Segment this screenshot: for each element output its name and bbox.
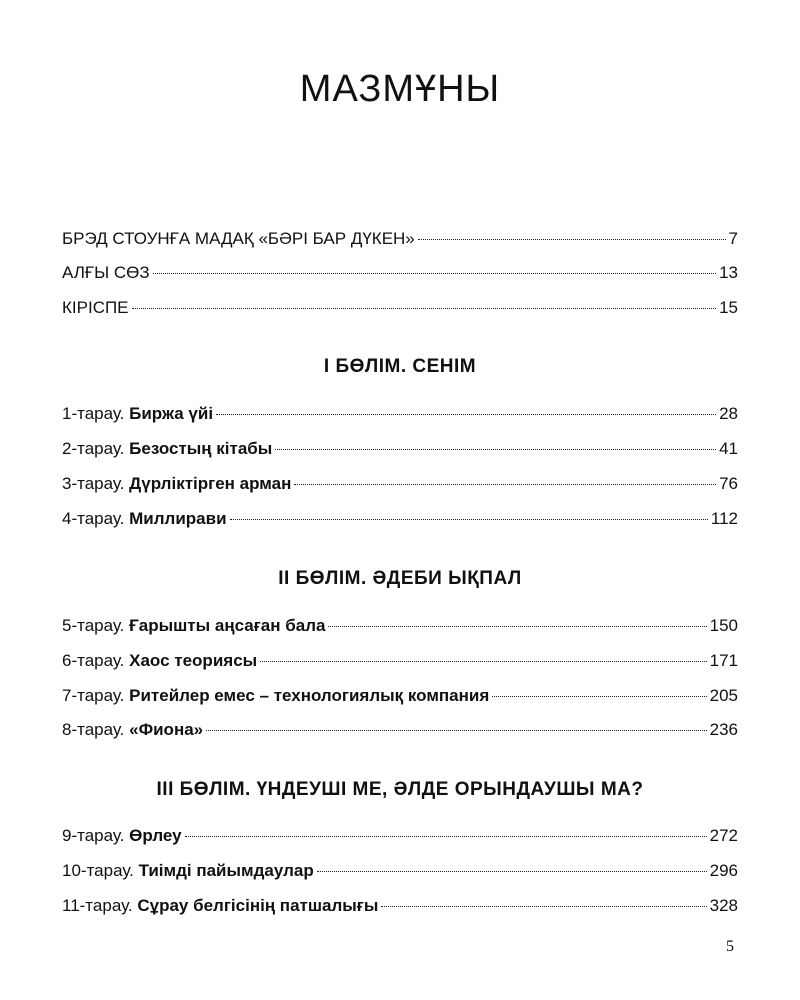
toc-entry-title: Тиімді пайымдаулар xyxy=(138,861,314,880)
toc-entry-page: 236 xyxy=(709,720,738,739)
toc-entry-page: 150 xyxy=(709,616,738,635)
toc-entry-chapter xyxy=(62,401,738,427)
dot-leader xyxy=(275,448,716,450)
chapter-number: 4-тарау. xyxy=(62,509,125,528)
toc-entry-chapter xyxy=(62,858,738,884)
page-title: МАЗМҰНЫ xyxy=(299,68,501,110)
dot-leader xyxy=(381,905,706,907)
chapter-number: 1-тарау. xyxy=(62,404,125,423)
toc-entry-chapter xyxy=(62,613,738,639)
toc-entry-title: Хаос теориясы xyxy=(129,651,258,670)
chapter-number: 6-тарау. xyxy=(62,651,125,670)
chapter-number: 8-тарау. xyxy=(62,720,125,739)
toc-entry-page: 41 xyxy=(719,439,738,458)
chapter-number: 7-тарау. xyxy=(62,686,125,705)
toc-entry-title: Ритейлер емес – технологиялық компания xyxy=(129,686,490,705)
toc-entry-chapter xyxy=(62,717,738,743)
toc-entry-title: Миллирави xyxy=(129,509,227,528)
toc-entry-chapter xyxy=(62,823,738,849)
toc-entry-chapter xyxy=(62,648,738,674)
toc-entry-page: 171 xyxy=(709,651,738,670)
toc-entry-title: БРЭД СТОУНҒА МАДАҚ «БӘРІ БАР ДҮКЕН» xyxy=(62,229,415,248)
toc-entry-title: АЛҒЫ СӨЗ xyxy=(62,263,150,282)
toc-entry-front-3 xyxy=(62,295,738,321)
toc-entry-page: 15 xyxy=(719,298,738,317)
toc-entry-title: «Фиона» xyxy=(129,720,204,739)
toc-entry-front-2 xyxy=(62,260,738,286)
toc-entry-chapter xyxy=(62,436,738,462)
part-heading: III БӨЛІМ. ҮНДЕУШІ МЕ, ӘЛДЕ ОРЫНДАУШЫ МА? xyxy=(156,779,644,800)
dot-leader xyxy=(492,695,706,697)
toc-entry-title: Сұрау белгісінің патшалығы xyxy=(137,896,379,915)
toc-entry-title: Өрлеу xyxy=(129,826,182,845)
toc-entry-page: 28 xyxy=(719,404,738,423)
dot-leader xyxy=(260,660,706,662)
dot-leader xyxy=(230,518,708,520)
part-heading: II БӨЛІМ. ӘДЕБИ ЫҚПАЛ xyxy=(278,568,522,589)
dot-leader xyxy=(153,272,716,274)
chapter-number: 11-тарау. xyxy=(62,896,133,915)
toc-entry-chapter xyxy=(62,683,738,709)
toc-entry-page: 112 xyxy=(710,509,738,528)
dot-leader xyxy=(206,729,707,731)
toc-entry-title: Дүрліктірген арман xyxy=(129,474,292,493)
toc-entry-page: 76 xyxy=(719,474,738,493)
toc-entry-page: 13 xyxy=(719,263,738,282)
dot-leader xyxy=(132,307,717,309)
toc-entry-front-1 xyxy=(62,226,738,252)
part-heading: I БӨЛІМ. СЕНІМ xyxy=(323,356,477,377)
toc-entry-page: 7 xyxy=(728,229,738,248)
dot-leader xyxy=(185,835,707,837)
toc-entry-chapter xyxy=(62,471,738,497)
dot-leader xyxy=(317,870,707,872)
toc-entry-chapter xyxy=(62,506,738,532)
dot-leader xyxy=(294,483,716,485)
toc-entry-page: 328 xyxy=(709,896,738,915)
chapter-number: 10-тарау. xyxy=(62,861,134,880)
page-number: 5 xyxy=(726,938,734,955)
chapter-number: 5-тарау. xyxy=(62,616,125,635)
chapter-number: 9-тарау. xyxy=(62,826,125,845)
toc-entry-chapter xyxy=(62,893,738,919)
dot-leader xyxy=(418,238,726,240)
toc-entry-page: 272 xyxy=(709,826,738,845)
chapter-number: 3-тарау. xyxy=(62,474,125,493)
chapter-number: 2-тарау. xyxy=(62,439,125,458)
toc-entry-title: Биржа үйі xyxy=(129,404,214,423)
toc-entry-title: Безостың кітабы xyxy=(129,439,273,458)
toc-entry-page: 205 xyxy=(709,686,738,705)
toc-entry-page: 296 xyxy=(709,861,738,880)
dot-leader xyxy=(328,625,706,627)
dot-leader xyxy=(216,413,716,415)
toc-entry-title: КІРІСПЕ xyxy=(62,298,129,317)
toc-entry-title: Ғарышты аңсаған бала xyxy=(129,616,326,635)
